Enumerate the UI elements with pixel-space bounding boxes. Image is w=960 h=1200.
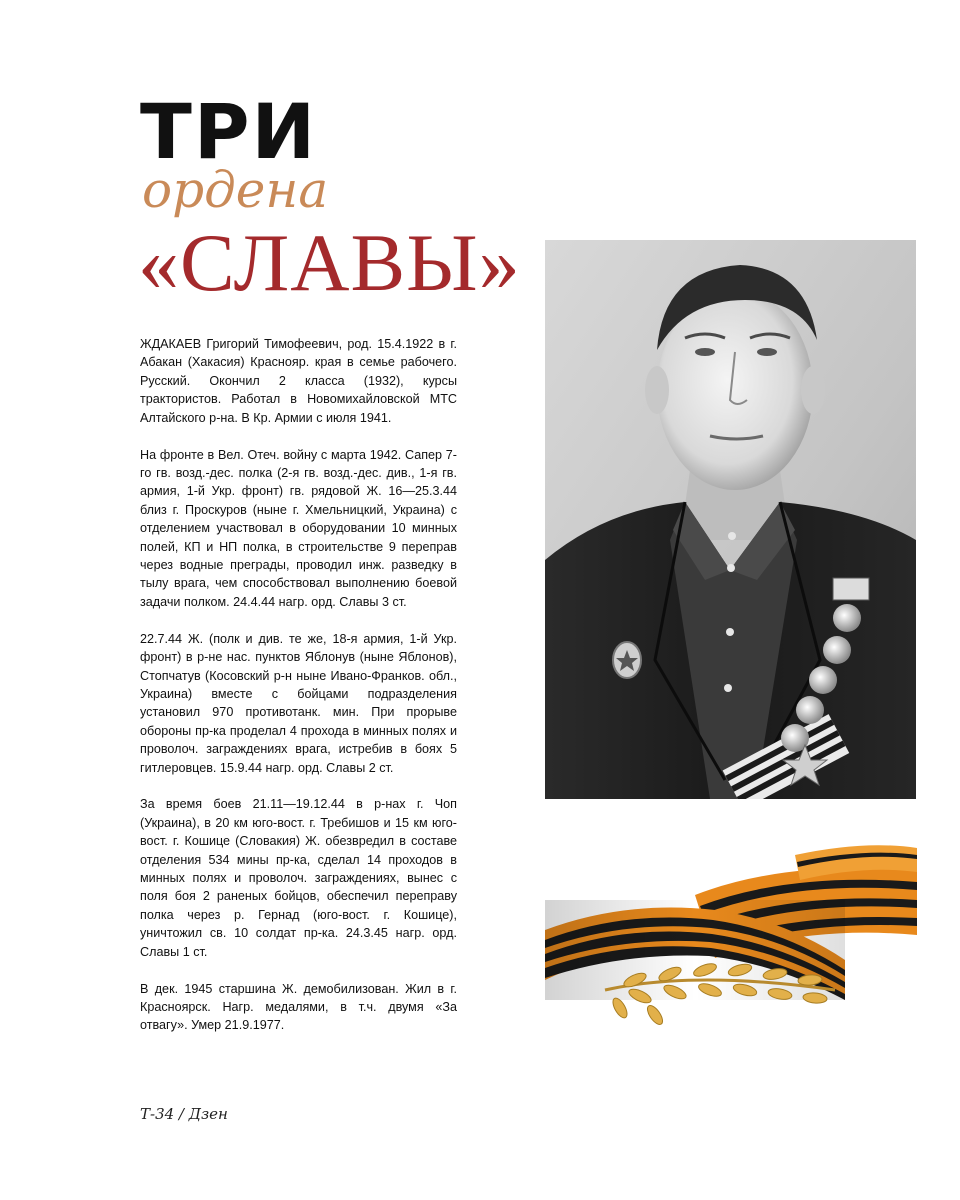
st-george-ribbon-illustration [545, 840, 917, 1035]
article-body [140, 335, 457, 1053]
paragraph-front-1942: На фронте в Вел. Отеч. войну с марта 1942. Сапер 7-го гв. возд.-дес. полка (2-я гв. возд.-дес. див., 1-я гв. армия, 1-й Укр. фронт) гв. рядовой Ж. 16—25.3.44 близ г. Проскуров (ныне г. Хмельницкий, Украина) с отделением участвовал в оборудовании 10 минных полей, КП и НП полка, в строительстве 9 переправ через водные преграды, проводил инж. разведку в тылу врага, чем способствовал выполнению боевой задачи полком. 24.4.44 нагр. орд. Славы 3 ст. [140, 447, 457, 609]
title-line-3: «СЛАВЫ» [138, 217, 521, 308]
paragraph-july-1944: 22.7.44 Ж. (полк и див. те же, 18-я армия, 1-й Укр. фронт) в р-не нас. пунктов Яблонув (ныне Яблонов), Стопчатув (Косовский р-н ныне Ивано-Франков. обл., Украина) вместе с бойцами подразделения установил 970 противотанк. мин. При прорыве обороны пр-ка проделал 4 прохода в минных полях и проволоч. заграждениях врага, истребив в боях 5 гитлеровцев. 15.9.44 нагр. орд. Славы 2 ст. [140, 631, 457, 775]
title-line-1: ТРИ [140, 87, 318, 176]
portrait-photo [545, 240, 916, 799]
title-line-2: ордена [142, 161, 329, 219]
paragraph-biography: ЖДАКАЕВ Григорий Тимофеевич, род. 15.4.1922 в г. Абакан (Хакасия) Краснояр. края в семье рабочего. Русский. Окончил 2 класса (1932), курсы трактористов. Работал в Новомихайловской МТС Алтайского р-на. В Кр. Армии с июля 1941. [140, 337, 457, 425]
paragraph-postwar: В дек. 1945 старшина Ж. демобилизован. Жил в г. Красноярск. Нагр. медалями, в т.ч. двумя «За отвагу». Умер 21.9.1977. [140, 981, 457, 1033]
paragraph-winter-1944: За время боев 21.11—19.12.44 в р-нах г. Чоп (Украина), в 20 км юго-вост. г. Требишов и 15 км юго-вост. г. Кошице (Словакия) Ж. обезвредил в составе отделения 534 мины пр-ка, сделал 14 проходов в минных полях и проволоч. заграждениях, вынес с поля боя 2 раненых бойцов, обеспечил переправу полка через р. Гернад (юго-вост. г. Кошице), уничтожил св. 10 солдат пр-ка. 24.3.45 нагр. орд. Славы 1 ст. [140, 797, 457, 959]
source-credit: Т-34 / Дзен [140, 1105, 228, 1123]
